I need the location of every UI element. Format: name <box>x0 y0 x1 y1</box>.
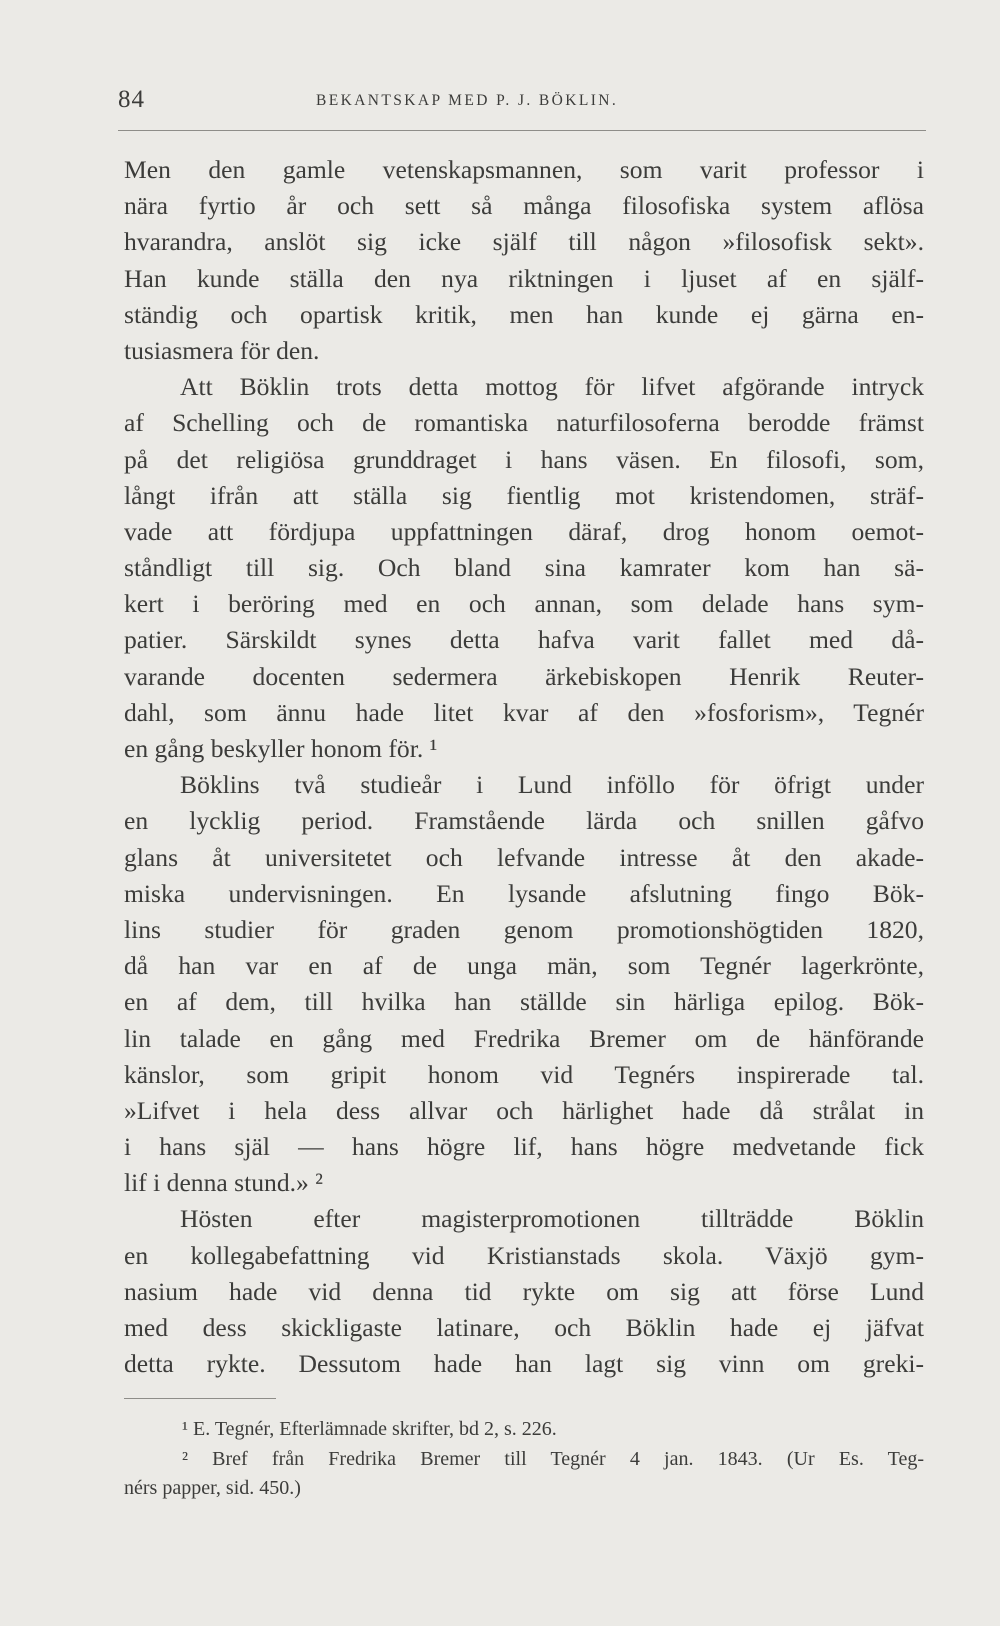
text-line: med dess skickligaste latinare, och Böklin hade ej jäfvat <box>124 1313 924 1342</box>
text-line: glans åt universitetet och lefvande intresse åt den akade- <box>124 842 924 872</box>
text-line: en lycklig period. Framstående lärda och snillen gåfvo <box>124 806 924 836</box>
text-line: varande docenten sedermera ärkebiskopen Henrik Reuter- <box>124 661 924 691</box>
text-line: kert i beröring med en och annan, som delade hans sym- <box>124 589 924 619</box>
text-line: känslor, som gripit honom vid Tegnérs inspirerade tal. <box>124 1059 924 1089</box>
text-line: ståndligt till sig. Och bland sina kamrater kom han sä- <box>124 553 924 583</box>
text-line: patier. Särskildt synes detta hafva varit fallet med då- <box>124 625 924 655</box>
text-line: långt ifrån att ställa sig fientlig mot kristendomen, sträf- <box>124 480 924 510</box>
header-rule <box>118 130 926 131</box>
text-line: »Lifvet i hela dess allvar och härlighet hade då strålat in <box>124 1095 924 1125</box>
text-line: då han var en af de unga män, som Tegnér lagerkrönte, <box>124 951 924 981</box>
body-text <box>124 152 924 1382</box>
footnote-2: ² Bref från Fredrika Bremer till Tegnér 4 jan. 1843. (Ur Es. Teg- <box>182 1447 924 1470</box>
text-line: lin talade en gång med Fredrika Bremer om de hänförande <box>124 1023 924 1053</box>
text-line: på det religiösa grunddraget i hans väsen. En filosofi, som, <box>124 444 924 474</box>
text-line: en gång beskyller honom för. ¹ <box>124 734 438 763</box>
text-line: detta rykte. Dessutom hade han lagt sig vinn om greki- <box>124 1349 924 1379</box>
text-line: Att Böklin trots detta mottog för lifvet afgörande intryck <box>180 372 924 402</box>
page-number: 84 <box>118 86 145 113</box>
text-line: ständig och opartisk kritik, men han kunde ej gärna en- <box>124 299 924 329</box>
text-line: Men den gamle vetenskapsmannen, som varit professor i <box>124 155 924 184</box>
text-line: Han kunde ställa den nya riktningen i ljuset af en själf- <box>124 263 924 293</box>
text-line: lif i denna stund.» ² <box>124 1168 323 1198</box>
text-line: miska undervisningen. En lysande afslutning fingo Bök- <box>124 878 924 908</box>
text-line: en kollegabefattning vid Kristianstads skola. Växjö gym- <box>124 1240 924 1270</box>
text-line: hvarandra, anslöt sig icke själf till någon »filosofisk sekt». <box>124 227 924 257</box>
text-line: Böklins två studieår i Lund inföllo för öfrigt under <box>180 770 924 800</box>
footnotes <box>124 1415 924 1504</box>
running-title: BEKANTSKAP MED P. J. BÖKLIN. <box>316 92 619 109</box>
text-line: Hösten efter magisterpromotionen tillträdde Böklin <box>180 1204 924 1234</box>
footnote-rule <box>124 1398 276 1399</box>
text-line: tusiasmera för den. <box>124 335 320 365</box>
text-line: nasium hade vid denna tid rykte om sig att förse Lund <box>124 1276 924 1306</box>
text-line: i hans själ — hans högre lif, hans högre medvetande fick <box>124 1132 924 1162</box>
text-line: af Schelling och de romantiska naturfilosoferna berodde främst <box>124 408 924 438</box>
text-line: lins studier för graden genom promotionshögtiden 1820, <box>124 914 924 944</box>
footnote-2-continued: nérs papper, sid. 450.) <box>124 1477 301 1499</box>
text-line: nära fyrtio år och sett så många filosofiska system aflösa <box>124 191 924 221</box>
text-line: dahl, som ännu hade litet kvar af den »fosforism», Tegnér <box>124 697 924 727</box>
running-head <box>118 86 926 120</box>
text-line: en af dem, till hvilka han ställde sin härliga epilog. Bök- <box>124 987 924 1017</box>
text-line: vade att fördjupa uppfattningen däraf, drog honom oemot- <box>124 516 924 546</box>
footnote-1: ¹ E. Tegnér, Efterlämnade skrifter, bd 2, s. 226. <box>182 1418 557 1440</box>
